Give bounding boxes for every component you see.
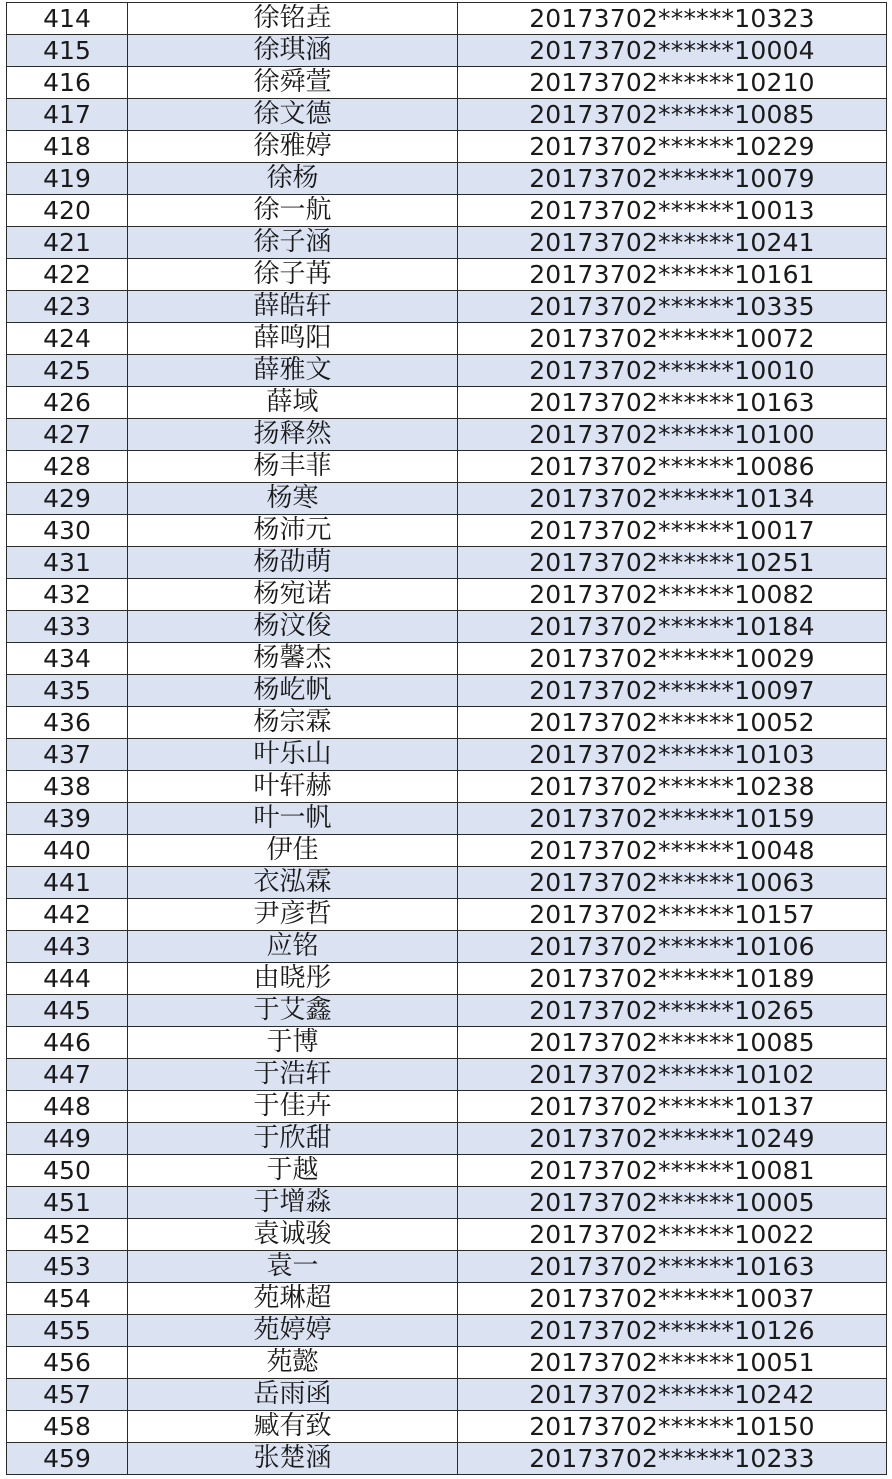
student-id-cell: 20173702******10081 [458,1155,887,1187]
student-name-cell: 徐铭垚 [128,3,458,35]
table-row [7,707,887,739]
student-id-cell: 20173702******10238 [458,771,887,803]
table-row [7,419,887,451]
student-name-cell: 于博 [128,1027,458,1059]
student-id-cell: 20173702******10229 [458,131,887,163]
student-id-cell: 20173702******10079 [458,163,887,195]
table-row [7,323,887,355]
row-number-cell: 442 [7,899,128,931]
row-number-cell: 459 [7,1443,128,1475]
row-number-cell: 425 [7,355,128,387]
row-number-cell: 422 [7,259,128,291]
student-name-cell: 杨丰菲 [128,451,458,483]
student-id-cell: 20173702******10163 [458,1251,887,1283]
student-name-cell: 张楚涵 [128,1443,458,1475]
table-row [7,611,887,643]
row-number-cell: 451 [7,1187,128,1219]
student-name-cell: 徐子苒 [128,259,458,291]
student-name-cell: 薛皓轩 [128,291,458,323]
row-number-cell: 426 [7,387,128,419]
student-name-cell: 袁一 [128,1251,458,1283]
student-name-cell: 杨沛元 [128,515,458,547]
table-row [7,1251,887,1283]
row-number-cell: 419 [7,163,128,195]
table-row [7,1411,887,1443]
student-id-cell: 20173702******10157 [458,899,887,931]
student-id-cell: 20173702******10017 [458,515,887,547]
row-number-cell: 454 [7,1283,128,1315]
table-row [7,1027,887,1059]
student-name-cell: 薛雅文 [128,355,458,387]
row-number-cell: 415 [7,35,128,67]
table-row [7,675,887,707]
student-name-cell: 苑婷婷 [128,1315,458,1347]
student-name-cell: 岳雨函 [128,1379,458,1411]
student-id-cell: 20173702******10265 [458,995,887,1027]
student-id-cell: 20173702******10010 [458,355,887,387]
table-row [7,1283,887,1315]
student-id-cell: 20173702******10022 [458,1219,887,1251]
student-name-cell: 叶一帆 [128,803,458,835]
table-row [7,963,887,995]
table-row [7,771,887,803]
table-row [7,1187,887,1219]
table-row [7,3,887,35]
table-row [7,931,887,963]
table-row [7,483,887,515]
student-name-cell: 杨汶俊 [128,611,458,643]
student-id-cell: 20173702******10013 [458,195,887,227]
roster-table-body [7,3,887,1475]
row-number-cell: 421 [7,227,128,259]
student-name-cell: 苑懿 [128,1347,458,1379]
student-id-cell: 20173702******10323 [458,3,887,35]
table-row [7,355,887,387]
student-name-cell: 薛域 [128,387,458,419]
row-number-cell: 438 [7,771,128,803]
row-number-cell: 431 [7,547,128,579]
table-row [7,195,887,227]
row-number-cell: 436 [7,707,128,739]
row-number-cell: 458 [7,1411,128,1443]
student-name-cell: 衣泓霖 [128,867,458,899]
row-number-cell: 453 [7,1251,128,1283]
row-number-cell: 452 [7,1219,128,1251]
table-row [7,451,887,483]
student-name-cell: 薛鸣阳 [128,323,458,355]
table-row [7,1091,887,1123]
table-row [7,995,887,1027]
row-number-cell: 446 [7,1027,128,1059]
row-number-cell: 439 [7,803,128,835]
row-number-cell: 427 [7,419,128,451]
table-row [7,35,887,67]
row-number-cell: 433 [7,611,128,643]
student-name-cell: 苑琳超 [128,1283,458,1315]
student-id-cell: 20173702******10163 [458,387,887,419]
student-name-cell: 杨宗霖 [128,707,458,739]
student-name-cell: 尹彦哲 [128,899,458,931]
table-row [7,867,887,899]
student-name-cell: 于欣甜 [128,1123,458,1155]
row-number-cell: 449 [7,1123,128,1155]
student-name-cell: 徐舜萱 [128,67,458,99]
table-row [7,739,887,771]
student-id-cell: 20173702******10051 [458,1347,887,1379]
row-number-cell: 430 [7,515,128,547]
student-id-cell: 20173702******10134 [458,483,887,515]
table-row [7,291,887,323]
student-name-cell: 杨寒 [128,483,458,515]
student-id-cell: 20173702******10085 [458,1027,887,1059]
table-row [7,1379,887,1411]
table-row [7,1347,887,1379]
table-row [7,1219,887,1251]
student-name-cell: 于增淼 [128,1187,458,1219]
row-number-cell: 441 [7,867,128,899]
student-id-cell: 20173702******10100 [458,419,887,451]
student-id-cell: 20173702******10189 [458,963,887,995]
row-number-cell: 414 [7,3,128,35]
row-number-cell: 416 [7,67,128,99]
student-name-cell: 徐雅婷 [128,131,458,163]
row-number-cell: 445 [7,995,128,1027]
row-number-cell: 423 [7,291,128,323]
table-row [7,259,887,291]
student-id-cell: 20173702******10048 [458,835,887,867]
student-name-cell: 袁诚骏 [128,1219,458,1251]
student-name-cell: 于浩轩 [128,1059,458,1091]
student-name-cell: 徐琪涵 [128,35,458,67]
row-number-cell: 450 [7,1155,128,1187]
student-id-cell: 20173702******10004 [458,35,887,67]
table-row [7,515,887,547]
row-number-cell: 428 [7,451,128,483]
table-row [7,67,887,99]
student-name-cell: 叶乐山 [128,739,458,771]
student-name-cell: 叶轩赫 [128,771,458,803]
row-number-cell: 434 [7,643,128,675]
student-id-cell: 20173702******10150 [458,1411,887,1443]
table-row [7,163,887,195]
table-row [7,803,887,835]
student-name-cell: 于越 [128,1155,458,1187]
student-id-cell: 20173702******10335 [458,291,887,323]
student-name-cell: 杨屹帆 [128,675,458,707]
student-id-cell: 20173702******10161 [458,259,887,291]
table-row [7,547,887,579]
row-number-cell: 443 [7,931,128,963]
student-name-cell: 徐子涵 [128,227,458,259]
student-name-cell: 扬释然 [128,419,458,451]
table-row [7,99,887,131]
student-id-cell: 20173702******10029 [458,643,887,675]
row-number-cell: 448 [7,1091,128,1123]
row-number-cell: 456 [7,1347,128,1379]
row-number-cell: 424 [7,323,128,355]
table-row [7,1443,887,1475]
student-id-cell: 20173702******10103 [458,739,887,771]
student-name-cell: 徐杨 [128,163,458,195]
student-name-cell: 伊佳 [128,835,458,867]
row-number-cell: 447 [7,1059,128,1091]
table-row [7,1059,887,1091]
student-name-cell: 杨劭萌 [128,547,458,579]
row-number-cell: 432 [7,579,128,611]
row-number-cell: 444 [7,963,128,995]
roster-table [6,2,887,1475]
student-name-cell: 徐文德 [128,99,458,131]
student-id-cell: 20173702******10249 [458,1123,887,1155]
row-number-cell: 420 [7,195,128,227]
student-id-cell: 20173702******10241 [458,227,887,259]
student-name-cell: 于佳卉 [128,1091,458,1123]
student-id-cell: 20173702******10063 [458,867,887,899]
student-id-cell: 20173702******10126 [458,1315,887,1347]
row-number-cell: 457 [7,1379,128,1411]
student-name-cell: 臧有致 [128,1411,458,1443]
student-name-cell: 杨馨杰 [128,643,458,675]
student-id-cell: 20173702******10233 [458,1443,887,1475]
student-id-cell: 20173702******10102 [458,1059,887,1091]
student-id-cell: 20173702******10082 [458,579,887,611]
table-row [7,1315,887,1347]
student-id-cell: 20173702******10005 [458,1187,887,1219]
student-id-cell: 20173702******10072 [458,323,887,355]
row-number-cell: 435 [7,675,128,707]
student-id-cell: 20173702******10137 [458,1091,887,1123]
table-row [7,227,887,259]
student-id-cell: 20173702******10251 [458,547,887,579]
table-row [7,1155,887,1187]
student-id-cell: 20173702******10242 [458,1379,887,1411]
table-row [7,1123,887,1155]
student-id-cell: 20173702******10159 [458,803,887,835]
table-row [7,899,887,931]
table-row [7,643,887,675]
student-name-cell: 杨宛诺 [128,579,458,611]
table-row [7,131,887,163]
table-row [7,387,887,419]
row-number-cell: 429 [7,483,128,515]
row-number-cell: 418 [7,131,128,163]
student-name-cell: 于艾鑫 [128,995,458,1027]
row-number-cell: 455 [7,1315,128,1347]
student-id-cell: 20173702******10106 [458,931,887,963]
student-id-cell: 20173702******10085 [458,99,887,131]
table-row [7,835,887,867]
student-name-cell: 应铭 [128,931,458,963]
row-number-cell: 417 [7,99,128,131]
student-name-cell: 徐一航 [128,195,458,227]
table-row [7,579,887,611]
student-name-cell: 由晓彤 [128,963,458,995]
row-number-cell: 440 [7,835,128,867]
student-id-cell: 20173702******10037 [458,1283,887,1315]
student-id-cell: 20173702******10210 [458,67,887,99]
student-id-cell: 20173702******10097 [458,675,887,707]
student-id-cell: 20173702******10184 [458,611,887,643]
student-id-cell: 20173702******10052 [458,707,887,739]
row-number-cell: 437 [7,739,128,771]
student-id-cell: 20173702******10086 [458,451,887,483]
